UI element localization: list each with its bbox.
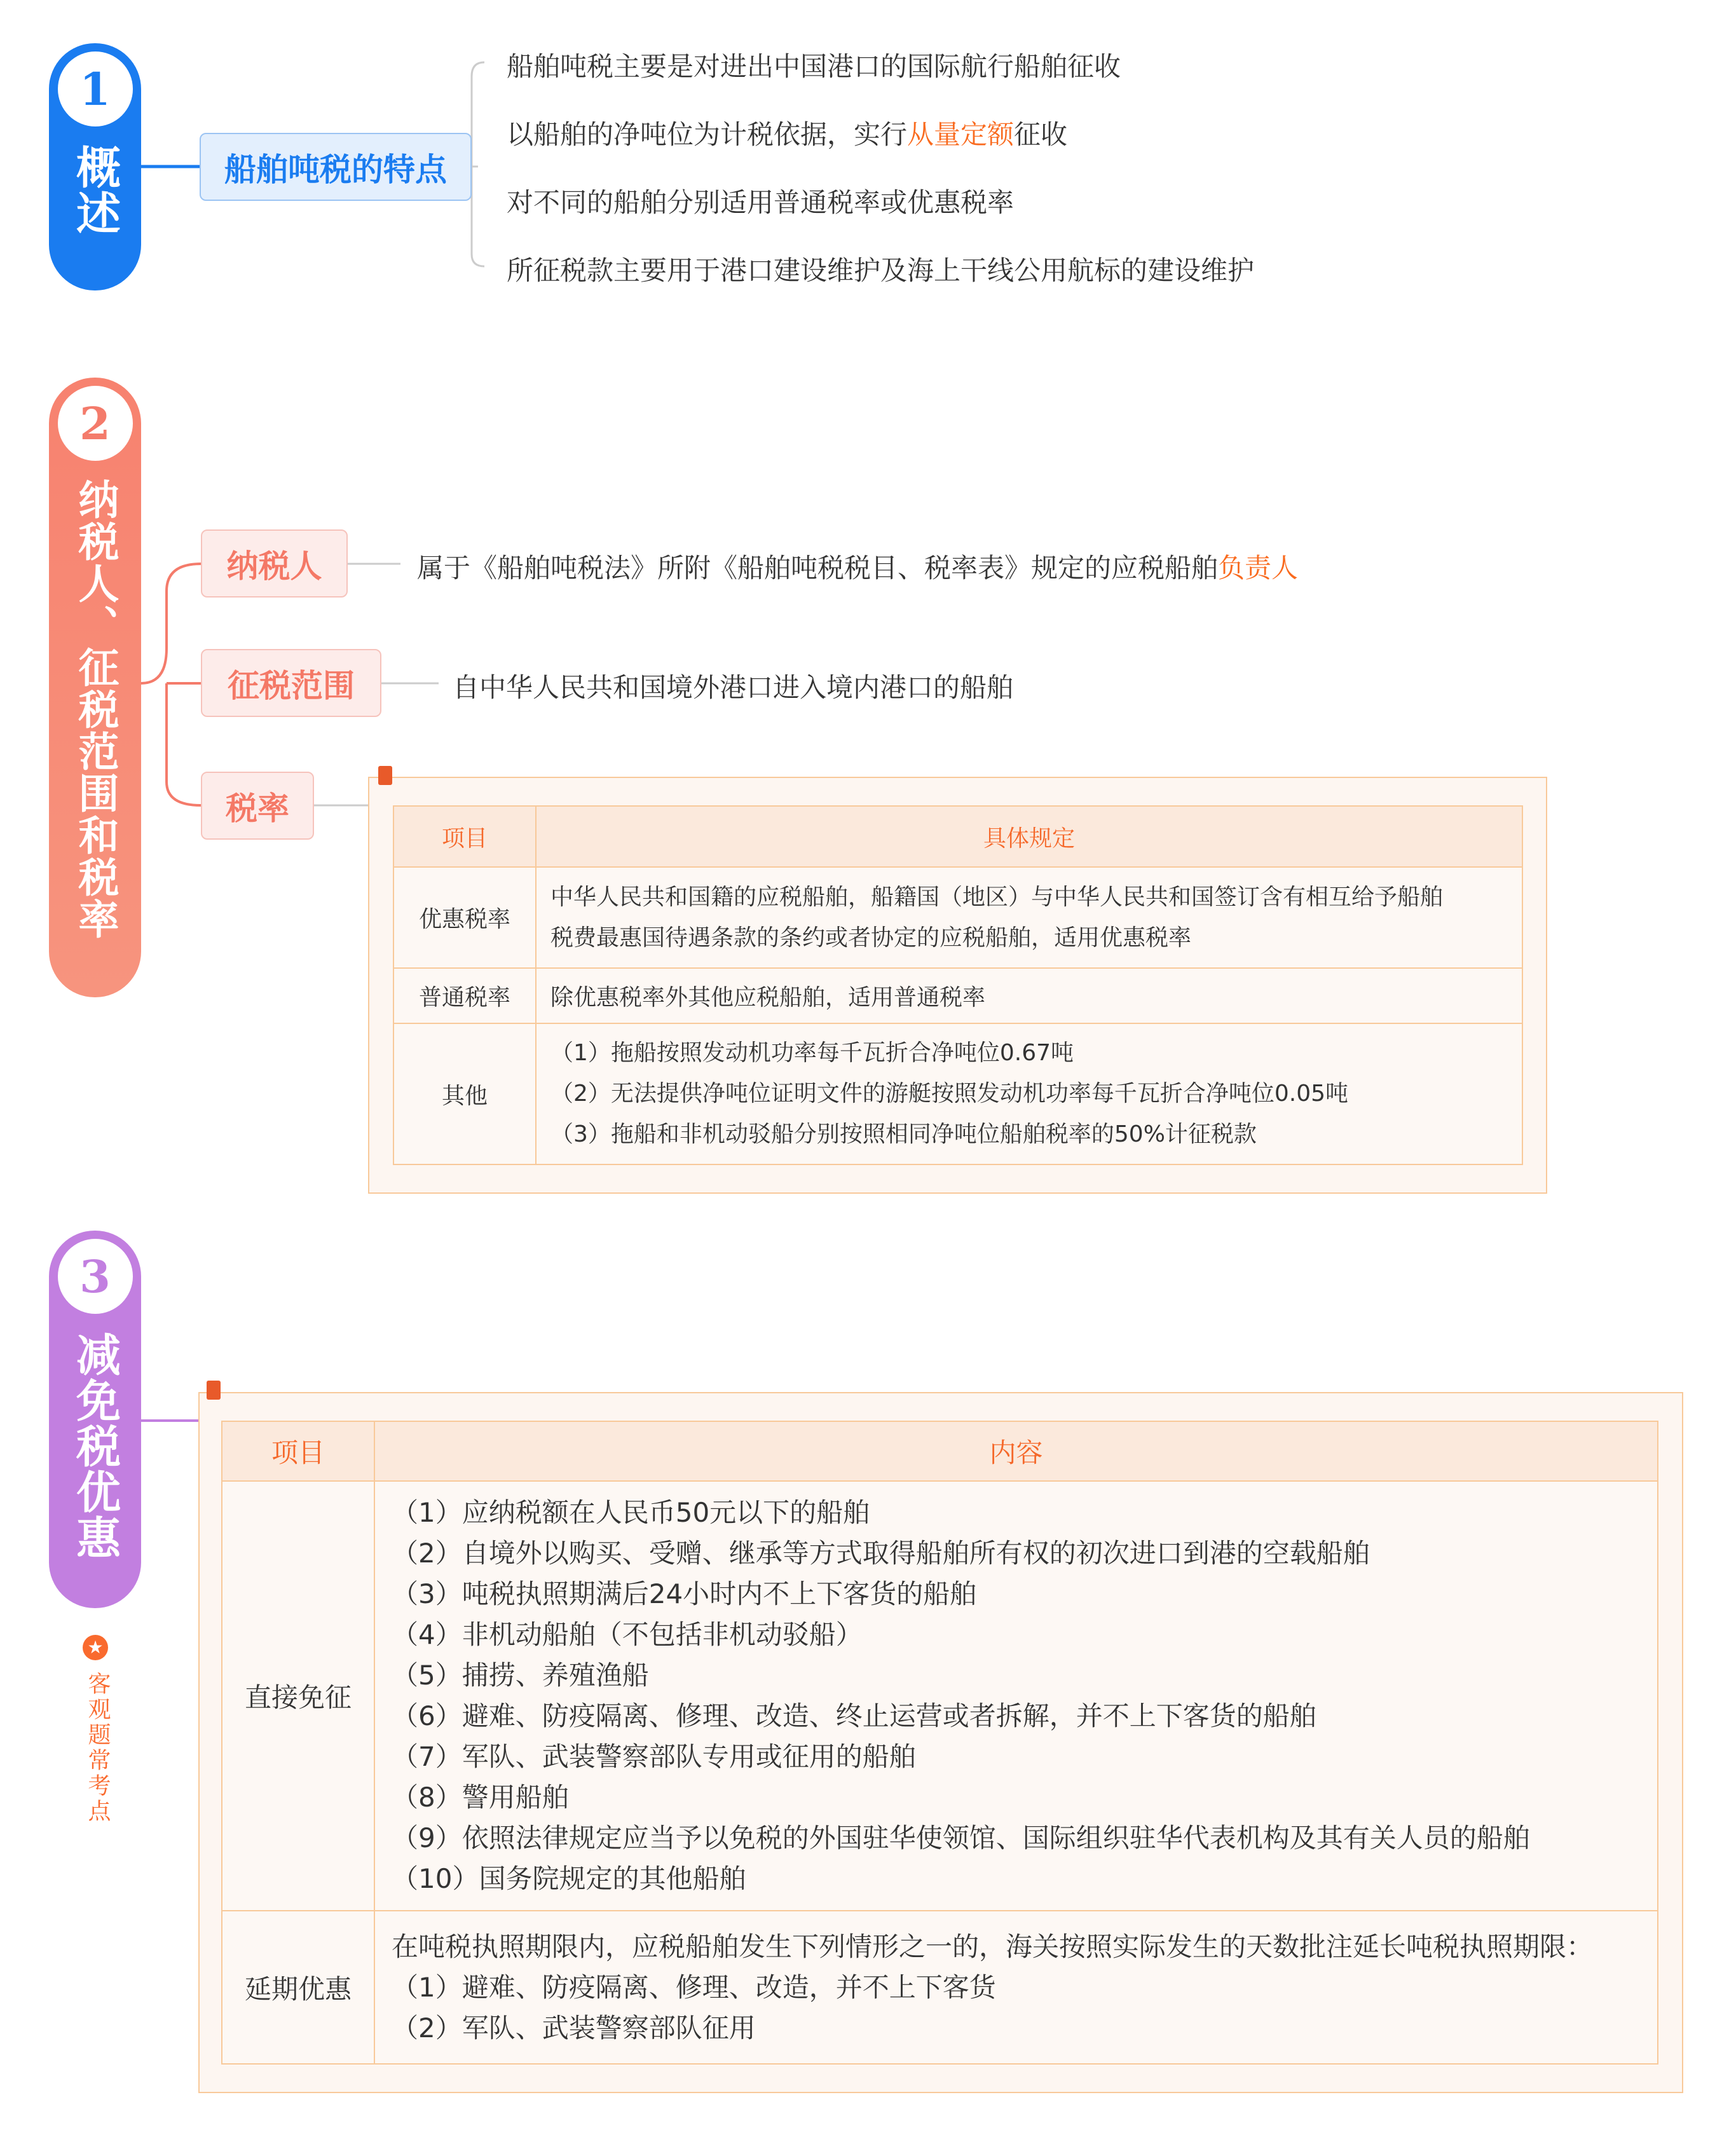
section-number: 1 [58,51,133,126]
header-item: 项目 [393,806,536,867]
section-3-pill [49,1231,141,1608]
section-title: 纳税人、征税范围和税率 [71,479,120,940]
feature-line: 船舶吨税主要是对进出中国港口的国际航行船舶征收 [507,51,1121,82]
node-tax-rate: 税率 [201,772,314,840]
feature-line: 以船舶的净吨位为计税依据，实行从量定额征收 [507,119,1068,150]
section-2-pill [49,378,141,997]
section-number: 2 [58,386,133,461]
table-row: 延期优惠 在吨税执照期限内，应税船舶发生下列情形之一的，海关按照实际发生的天数批注延长吨税执照期限： （1）避难、防疫隔离、修理、改造，并不上下客货 （2）军队、武装警察部队征用 [222,1911,1658,2064]
section-title: 概述 [69,144,122,236]
tax-scope-text: 自中华人民共和国境外港口进入境内港口的船舶 [453,672,1014,703]
table-row: 其他 （1）拖船按照发动机功率每千瓦折合净吨位0.67吨 （2）无法提供净吨位证明文件的游艇按照发动机功率每千瓦折合净吨位0.05吨 （3）拖船和非机动驳船分别按照相同净吨位船舶税率的50%计征税款 [393,1023,1522,1164]
clip-icon [378,766,392,785]
exam-point-badge: 客观题常考点 [85,1672,111,1824]
exemption-table [221,1421,1658,2065]
header-content: 内容 [374,1421,1658,1481]
header-rule: 具体规定 [536,806,1522,867]
table-row: 优惠税率 中华人民共和国籍的应税船舶，船籍国（地区）与中华人民共和国签订含有相互给予船舶 税费最惠国待遇条款的条约或者协定的应税船舶，适用优惠税率 [393,867,1522,968]
section-title: 减免税优惠 [69,1332,122,1560]
table-row: 普通税率 除优惠税率外其他应税船舶，适用普通税率 [393,968,1522,1023]
node-taxpayer: 纳税人 [201,529,348,597]
section-number: 3 [58,1239,133,1314]
taxpayer-text: 属于《船舶吨税法》所附《船舶吨税税目、税率表》规定的应税船舶负责人 [417,552,1299,584]
section-1-pill [49,43,141,290]
feature-line: 对不同的船舶分别适用普通税率或优惠税率 [507,187,1015,218]
tax-rate-table [393,805,1523,1165]
node-tax-scope: 征税范围 [201,649,381,717]
clip-icon [207,1381,221,1400]
node-ship-tonnage-features: 船舶吨税的特点 [200,133,472,201]
feature-line: 所征税款主要用于港口建设维护及海上干线公用航标的建设维护 [507,255,1255,286]
table-row: 直接免征 （1）应纳税额在人民币50元以下的船舶 （2）自境外以购买、受赠、继承等方式取得船舶所有权的初次进口到港的空载船舶 （3）吨税执照期满后24小时内不上下客货的船舶 （4）非机动船舶（不包括非机动驳船） （5）捕捞、养殖渔船 （6）避难、防疫隔离、修理、改造、终止运营或者拆解，并不上下客货的船舶 （7）军队、武装警察部队专用或征用的船舶 （8）警用船舶 （9）依照法律规定应当予以免税的外国驻华使领馆、国际组织驻华代表机构及其有关人员的船舶 （10）国务院规定的其他船舶 [222,1481,1658,1911]
star-icon: ★ [83,1635,108,1660]
header-item: 项目 [222,1421,374,1481]
